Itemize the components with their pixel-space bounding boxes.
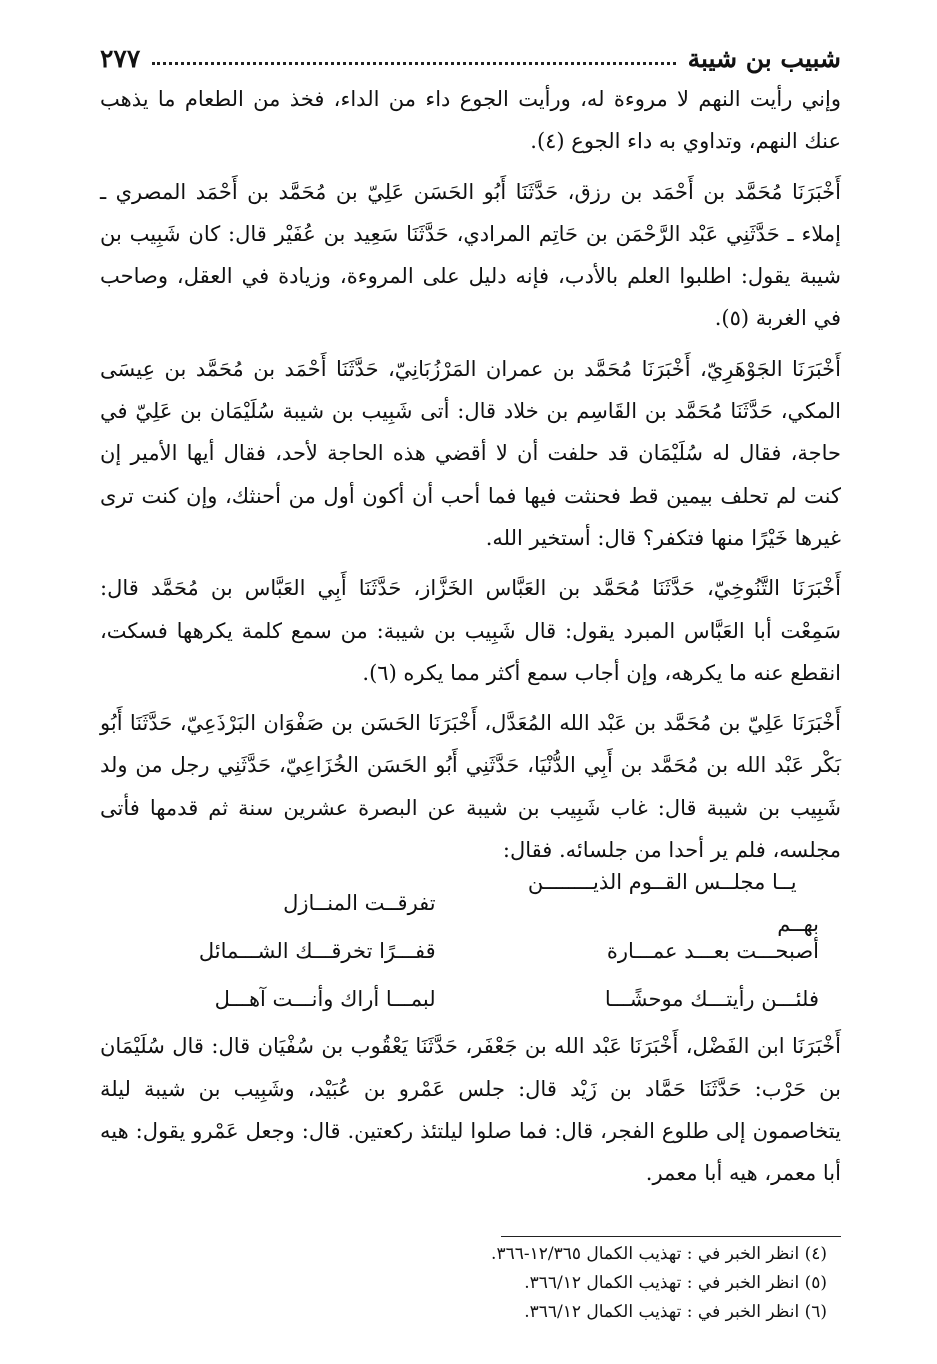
footnote-5: (٥) انظر الخبر في : تهذيب الكمال ٣٦٦/١٢. (524, 1273, 827, 1293)
footnote-separator (501, 1236, 841, 1237)
footnotes (300, 1240, 827, 1327)
paragraph-closing: أَخْبَرَنَا ابن الفَضْل، أَخْبَرَنَا عَبْد الله بن جَعْفَر، حَدَّثَنَا يَعْقُوب بن سُفْيَان قال: قال سُلَيْمَان بن حَرْب: حَدَّثَنَا حَمَّاد بن زَيْد قال: جلس عَمْرو بن عُبَيْد، وشَبِيب بن شيبة ليلة يتخاصمون إلى طلوع الفجر، قال: فما صلوا ليلتئذ ركعتين. قال: وجعل عَمْرو يقول: هيه أبا معمر، هيه أبا معمر. (100, 1034, 841, 1186)
running-head (100, 38, 841, 78)
verse-second-hemistich: قفـــرًا تخرقـــك الشـــمائل (198, 939, 436, 964)
poem-verse (100, 870, 841, 937)
leader-dots (152, 62, 675, 65)
footnote-6: (٦) انظر الخبر في : تهذيب الكمال ٣٦٦/١٢. (524, 1302, 827, 1322)
verse-second-hemistich: تفرقــت المنــازل (283, 891, 436, 916)
footnote-4: (٤) انظر الخبر في : تهذيب الكمال ١٢/٣٦٥-٣٦٦. (491, 1244, 827, 1264)
verse-first-hemistich: فلئـــن رأيتـــك موحشًـــا (604, 987, 819, 1012)
verse-first-hemistich: أصبحـــت بعـــد عمـــارة (606, 939, 819, 964)
poem-verse (100, 927, 841, 975)
paragraph-4: أَخْبَرَنَا التَّنُوخِيّ، حَدَّثَنَا مُحَمَّد بن العَبَّاس الخَزَّاز، حَدَّثَنَا أَبِي العَبَّاس بن مُحَمَّد قال: سَمِعْت أبا العَبَّاس المبرد يقول: قال شَبِيب بن شيبة: من سمع كلمة يكرهها فسكت، انقطع عنه ما يكرهه، وإن أجاب سمع أكثر مما يكره (٦). (100, 576, 841, 685)
paragraph-5: أَخْبَرَنَا عَلِيّ بن مُحَمَّد بن عَبْد الله المُعَدَّل، أَخْبَرَنَا الحَسَن بن صَفْوَان البَرْذَعِيّ، حَدَّثَنَا أَبُو بَكْر عَبْد الله بن مُحَمَّد بن أَبِي الدُّنْيَا، حَدَّثَنِي أَبُو الحَسَن الخُزَاعِيّ، حَدَّثَنِي رجل من ولد شَبِيب بن شيبة قال: غاب شَبِيب بن شيبة عن البصرة عشرين سنة ثم قدمها فأتى مجلسه، فلم ير أحدا من جلسائه. فقال: (100, 711, 841, 863)
paragraph-1: وإني رأيت النهم لا مروءة له، ورأيت الجوع داء من الداء، فخذ من الطعام ما يذهب عنك النهم، وتداوي به داء الجوع (٤). (100, 87, 841, 154)
page-number: ٢٧٧ (100, 43, 141, 73)
body-text (100, 78, 841, 1203)
running-head-title: شبيب بن شيبة (687, 43, 841, 73)
verse-second-hemistich: لبمـــا أراك وأنـــت آهـــل (214, 987, 436, 1012)
paragraph-2: أَخْبَرَنَا مُحَمَّد بن أَحْمَد بن رزق، حَدَّثَنَا أَبُو الحَسَن عَلِيّ بن مُحَمَّد بن أَحْمَد المصري ـ إملاء ـ حَدَّثَنِي عَبْد الرَّحْمَن بن حَاتِم المرادي، حَدَّثَنَا سَعِيد بن عُفَيْر قال: كان شَبِيب بن شيبة يقول: اطلبوا العلم بالأدب، فإنه دليل على المروءة، وزيادة في العقل، وصاحب في الغربة (٥). (100, 179, 841, 331)
paragraph-3: أَخْبَرَنَا الجَوْهَرِيّ، أَخْبَرَنَا مُحَمَّد بن عمران المَرْزُبَانِيّ، حَدَّثَنَا أَحْمَد بن مُحَمَّد بن عِيسَى المكي، حَدَّثَنَا مُحَمَّد بن القَاسِم بن خلاد قال: أتى شَبِيب بن شيبة سُلَيْمَان بن عَلِيّ في حاجة، فقال له سُلَيْمَان قد حلفت أن لا أقضي هذه الحاجة لأحد، فقال أيها الأمير إن كنت لم تحلف بيمين قط فحنثت فيها فما أحب أن أكون أول من أحنثك، وإن كنت ترى غيرها خَيْرًا منها فتكفر؟ قال: أستخير الله. (100, 356, 841, 550)
verse-first-hemistich: يــا مجلــس القــوم الذيــــــــن بهــم (527, 870, 819, 937)
poem-verse (100, 975, 841, 1023)
poem (100, 870, 841, 1023)
